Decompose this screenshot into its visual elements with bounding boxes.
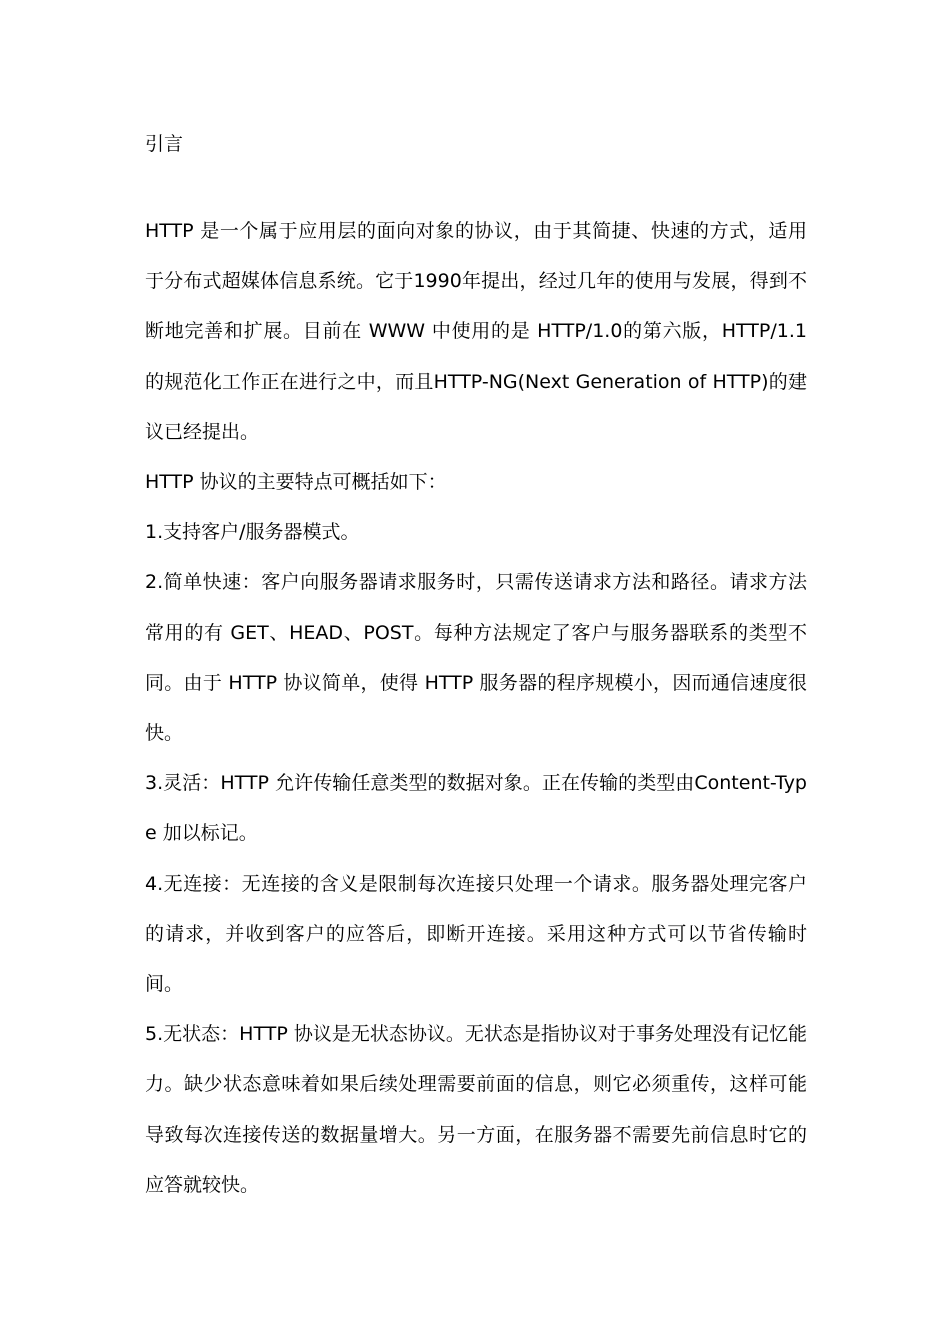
paragraph-feature-1: 1.支持客户/服务器模式。 [145, 521, 360, 544]
document-body [145, 128, 807, 1210]
paragraph-features-intro: HTTP 协议的主要特点可概括如下： [145, 471, 447, 494]
paragraph-feature-3: 3.灵活：HTTP 允许传输任意类型的数据对象。正在传输的类型由Content-Type 加以标记。 [145, 772, 807, 845]
paragraph-feature-5: 5.无状态：HTTP 协议是无状态协议。无状态是指协议对于事务处理没有记忆能力。缺少状态意味着如果后续处理需要前面的信息，则它必须重传，这样可能导致每次连接传送的数据量增大。另一方面，在服务器不需要先前信息时它的应答就较快。 [145, 1023, 807, 1196]
paragraph-intro: HTTP 是一个属于应用层的面向对象的协议，由于其简捷、快速的方式，适用于分布式超媒体信息系统。它于1990年提出，经过几年的使用与发展，得到不断地完善和扩展。目前在 WWW 中使用的是 HTTP/1.0的第六版，HTTP/1.1的规范化工作正在进行之中，而且HTTP-NG(Next Generation of HTTP)的建议已经提出。 [145, 220, 807, 443]
paragraph-feature-2: 2.简单快速：客户向服务器请求服务时，只需传送请求方法和路径。请求方法常用的有 GET、HEAD、POST。每种方法规定了客户与服务器联系的类型不同。由于 HTTP 协议简单，使得 HTTP 服务器的程序规模小，因而通信速度很快。 [145, 571, 807, 745]
paragraph-feature-4: 4.无连接：无连接的含义是限制每次连接只处理一个请求。服务器处理完客户的请求，并收到客户的应答后，即断开连接。采用这种方式可以节省传输时间。 [145, 872, 807, 996]
document-heading: 引言 [145, 133, 184, 155]
